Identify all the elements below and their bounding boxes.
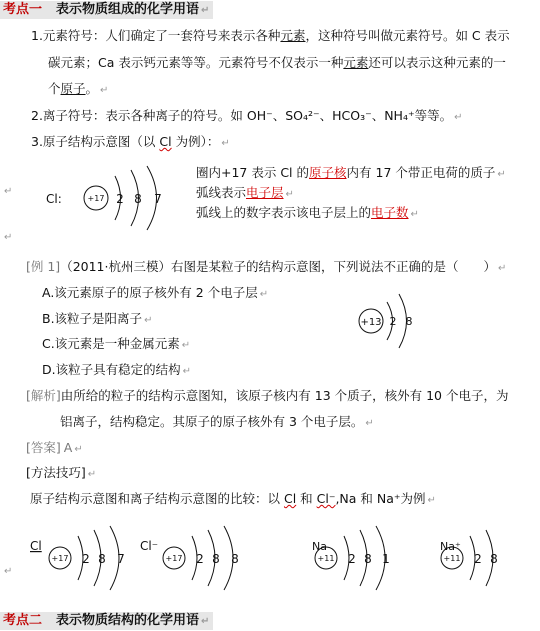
diagram-label: Cl bbox=[30, 539, 42, 553]
svg-text:8: 8 bbox=[490, 552, 498, 566]
option-d: D.该粒子具有稳定的结构 ↵ bbox=[42, 362, 191, 377]
option-c: C.该元素是一种金属元素 ↵ bbox=[42, 336, 191, 351]
section-number: 考点二 bbox=[3, 613, 43, 628]
answer-line: [答案] A ↵ bbox=[26, 440, 83, 455]
example-tag: [例 1] bbox=[26, 259, 61, 274]
return-mark-icon: ↵ bbox=[4, 566, 13, 577]
cl-atom-diagram bbox=[40, 160, 190, 240]
note-line-1: 圈内+17 表示 Cl 的原子核内有 17 个带正电荷的质子 ↵ bbox=[196, 165, 506, 180]
answer-value: A bbox=[63, 440, 73, 455]
na-atom-diagram bbox=[300, 520, 410, 592]
diagram-label: Cl: bbox=[46, 192, 62, 206]
section-title: 表示物质组成的化学用语 bbox=[56, 2, 200, 17]
method-line: [方法技巧] ↵ bbox=[26, 465, 97, 480]
nucleus-charge: +17 bbox=[87, 194, 105, 203]
section-heading-2 bbox=[0, 612, 213, 630]
diagram-label: Na⁺ bbox=[440, 540, 461, 553]
nucleus-charge: +17 bbox=[165, 554, 183, 563]
svg-text:1: 1 bbox=[382, 552, 390, 566]
section-number: 考点一 bbox=[3, 2, 43, 17]
method-tag: [方法技巧] bbox=[26, 465, 86, 480]
nucleus-charge: +17 bbox=[51, 554, 69, 563]
analysis-line-1: [解析]由所给的粒子的结构示意图知，该原子核内有 13 个质子，核外有 10 个电子，为 bbox=[26, 388, 509, 403]
option-a: A.该元素原子的原子核外有 2 个电子层 ↵ bbox=[42, 285, 269, 300]
svg-text:8: 8 bbox=[98, 552, 106, 566]
item2-line: 2.离子符号：表示各种离子的符号。如 OH⁻、SO₄²⁻、HCO₃⁻、NH₄⁺等等。 ↵ bbox=[31, 108, 463, 123]
svg-text:8: 8 bbox=[212, 552, 220, 566]
nucleus-charge: +11 bbox=[317, 554, 335, 563]
svg-text:2: 2 bbox=[82, 552, 90, 566]
item1-line2: 碳元素；Ca 表示钙元素等等。元素符号不仅表示一种元素还可以表示这种元素的一 bbox=[48, 55, 506, 70]
diagram-label: Cl⁻ bbox=[140, 539, 159, 553]
section-heading-1 bbox=[0, 1, 213, 19]
compare-line: 原子结构示意图和离子结构示意图的比较：以 Cl 和 Cl⁻,Na 和 Na⁺为例 ↵ bbox=[30, 491, 436, 506]
nucleus-charge: +13 bbox=[360, 317, 382, 328]
return-mark-icon: ↵ bbox=[4, 232, 13, 243]
answer-tag: [答案] bbox=[26, 440, 61, 455]
option-b: B.该粒子是阳离子 ↵ bbox=[42, 311, 153, 326]
analysis-line-2: 铝离子，结构稳定。其原子的原子核外有 3 个电子层。 ↵ bbox=[60, 414, 374, 429]
return-mark-icon: ↵ bbox=[201, 616, 210, 627]
svg-text:2: 2 bbox=[474, 552, 482, 566]
analysis-tag: [解析] bbox=[26, 388, 61, 403]
na-ion-diagram bbox=[428, 520, 523, 592]
svg-text:7: 7 bbox=[117, 552, 125, 566]
return-mark-icon: ↵ bbox=[201, 5, 210, 16]
cl-atom-small-diagram bbox=[26, 520, 146, 592]
shell-count-1: 2 bbox=[116, 192, 124, 206]
shell-count-2: 8 bbox=[405, 315, 413, 328]
svg-text:2: 2 bbox=[196, 552, 204, 566]
shell-count-3: 7 bbox=[154, 192, 162, 206]
svg-text:8: 8 bbox=[231, 552, 239, 566]
note-line-3: 弧线上的数字表示该电子层上的电子数 ↵ bbox=[196, 205, 419, 220]
example-stem: [例 1]（2011·杭州三模）右图是某粒子的结构示意图，下列说法不正确的是（ ） ↵ bbox=[26, 259, 507, 274]
cl-ion-diagram bbox=[138, 520, 258, 592]
item1-line3: 个原子。 ↵ bbox=[48, 81, 109, 96]
shell-count-2: 8 bbox=[134, 192, 142, 206]
al-ion-diagram bbox=[350, 290, 430, 352]
svg-text:8: 8 bbox=[364, 552, 372, 566]
diagram-label: Na bbox=[312, 540, 327, 553]
item3-line: 3.原子结构示意图（以 Cl 为例）： ↵ bbox=[31, 134, 230, 149]
return-mark-icon: ↵ bbox=[4, 186, 13, 197]
nucleus-charge: +11 bbox=[443, 554, 461, 563]
item1-line1: 1.元素符号：人们确定了一套符号来表示各种元素，这种符号叫做元素符号。如 C 表示 bbox=[31, 28, 510, 43]
shell-count-1: 2 bbox=[389, 315, 397, 328]
svg-text:2: 2 bbox=[348, 552, 356, 566]
section-title: 表示物质结构的化学用语 bbox=[56, 613, 200, 628]
note-line-2: 弧线表示电子层 ↵ bbox=[196, 185, 294, 200]
